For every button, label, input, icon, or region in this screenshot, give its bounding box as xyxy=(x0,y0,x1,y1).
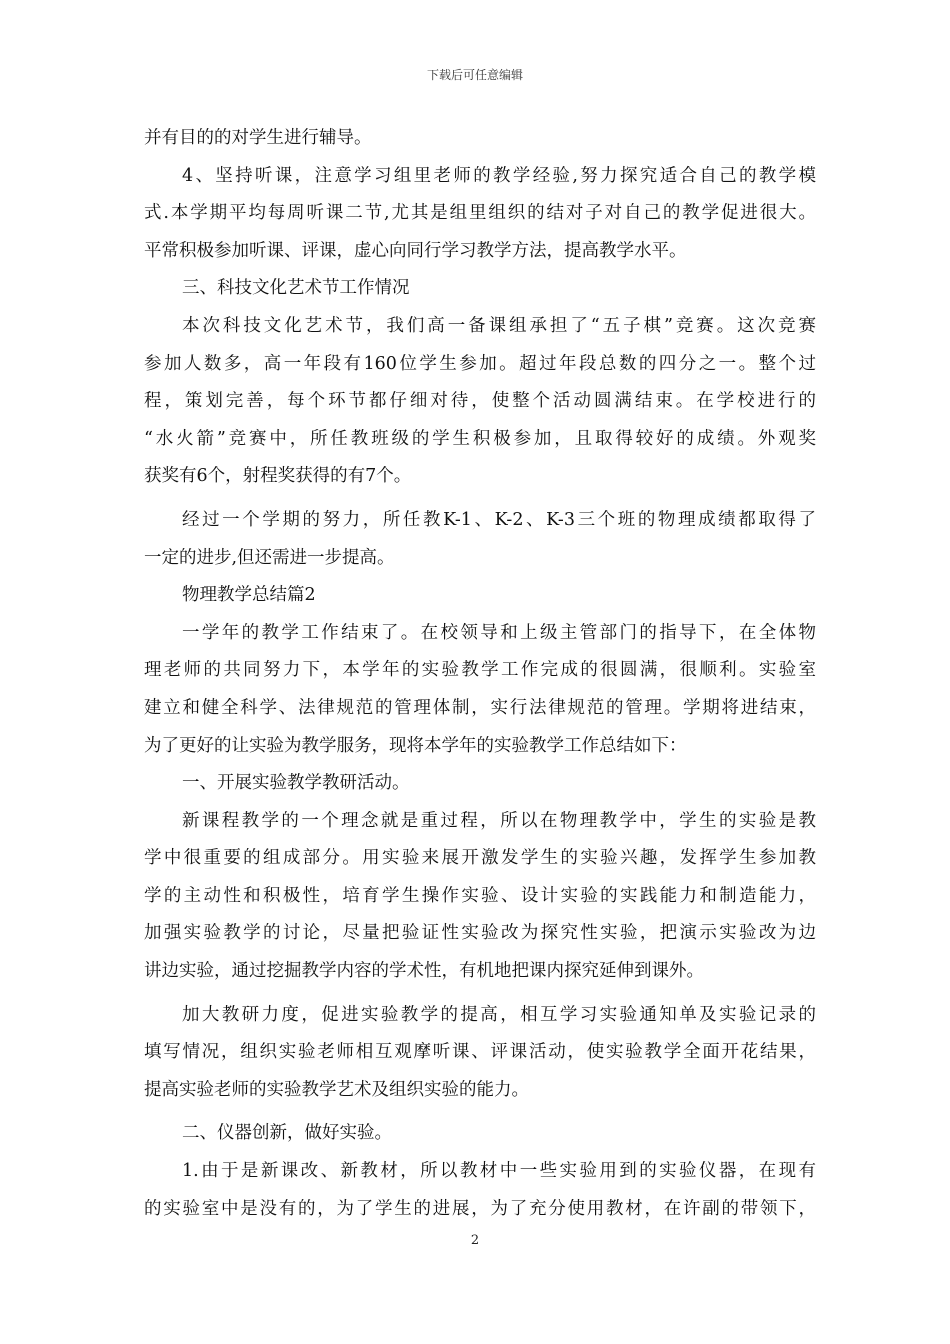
text-line: 一学年的教学工作结束了。在校领导和上级主管部门的指导下，在全体物 xyxy=(182,622,816,643)
document-body xyxy=(144,120,816,1228)
page-header: 下载后可任意编辑 xyxy=(426,68,523,82)
text-line: 4、坚持听课，注意学习组里老师的教学经验,努力探究适合自己的教学模 xyxy=(182,165,816,186)
page-number: 2 xyxy=(470,1233,480,1248)
text-line: 填写情况，组织实验老师相互观摩听课、评课活动，使实验教学全面开花结果， xyxy=(144,1042,816,1063)
text-line: 学的主动性和积极性，培育学生操作实验、设计实验的实践能力和制造能力， xyxy=(144,885,816,906)
text-line: 为了更好的让实验为教学服务，现将本学年的实验教学工作总结如下： xyxy=(144,735,687,756)
text-line: 参加人数多，高一年段有160位学生参加。超过年段总数的四分之一。整个过 xyxy=(144,353,816,374)
text-line: 讲边实验，通过挖掘教学内容的学术性，有机地把课内探究延伸到课外。 xyxy=(144,961,704,982)
text-line: 式.本学期平均每周听课二节,尤其是组里组织的结对子对自己的教学促进很大。 xyxy=(144,203,816,224)
text-line: 经过一个学期的努力，所任教K-1、K-2、K-3三个班的物理成绩都取得了 xyxy=(182,509,816,530)
section-heading: 二、仪器创新，做好实验。 xyxy=(182,1123,392,1144)
text-line: 1.由于是新课改、新教材，所以教材中一些实验用到的实验仪器，在现有 xyxy=(182,1161,816,1182)
text-line: 本次科技文化艺术节，我们高一备课组承担了“五子棋”竞赛。这次竞赛 xyxy=(182,315,816,336)
text-line: 并有目的的对学生进行辅导。 xyxy=(144,128,372,148)
text-line: 加大教研力度，促进实验教学的提高，相互学习实验通知单及实验记录的 xyxy=(182,1004,816,1025)
section-heading: 一、开展实验教学教研活动。 xyxy=(182,773,410,794)
text-line: 新课程教学的一个理念就是重过程，所以在物理教学中，学生的实验是教 xyxy=(182,810,816,831)
text-line: 一定的进步,但还需进一步提高。 xyxy=(144,547,395,568)
text-line: “水火箭”竞赛中，所任教班级的学生积极参加，且取得较好的成绩。外观奖 xyxy=(144,428,816,449)
text-line: 的实验室中是没有的，为了学生的进展，为了充分使用教材，在许副的带领下， xyxy=(144,1198,816,1219)
text-line: 学中很重要的组成部分。用实验来展开激发学生的实验兴趣，发挥学生参加教 xyxy=(144,848,816,869)
text-line: 建立和健全科学、法律规范的管理体制，实行法律规范的管理。学期将进结束， xyxy=(144,697,816,718)
text-line: 平常积极参加听课、评课，虚心向同行学习教学方法，提高教学水平。 xyxy=(144,240,687,261)
text-line: 加强实验教学的讨论，尽量把验证性实验改为探究性实验，把演示实验改为边 xyxy=(144,923,816,944)
text-line: 理老师的共同努力下，本学年的实验教学工作完成的很圆满，很顺利。实验室 xyxy=(144,660,816,681)
text-line: 获奖有6个，射程奖获得的有7个。 xyxy=(144,466,412,487)
text-line: 程，策划完善，每个环节都仔细对待，使整个活动圆满结束。在学校进行的 xyxy=(144,391,816,412)
text-line: 提高实验老师的实验教学艺术及组织实验的能力。 xyxy=(144,1079,529,1100)
section-heading: 三、科技文化艺术节工作情况 xyxy=(182,278,410,299)
section-heading: 物理教学总结篇2 xyxy=(182,585,316,606)
